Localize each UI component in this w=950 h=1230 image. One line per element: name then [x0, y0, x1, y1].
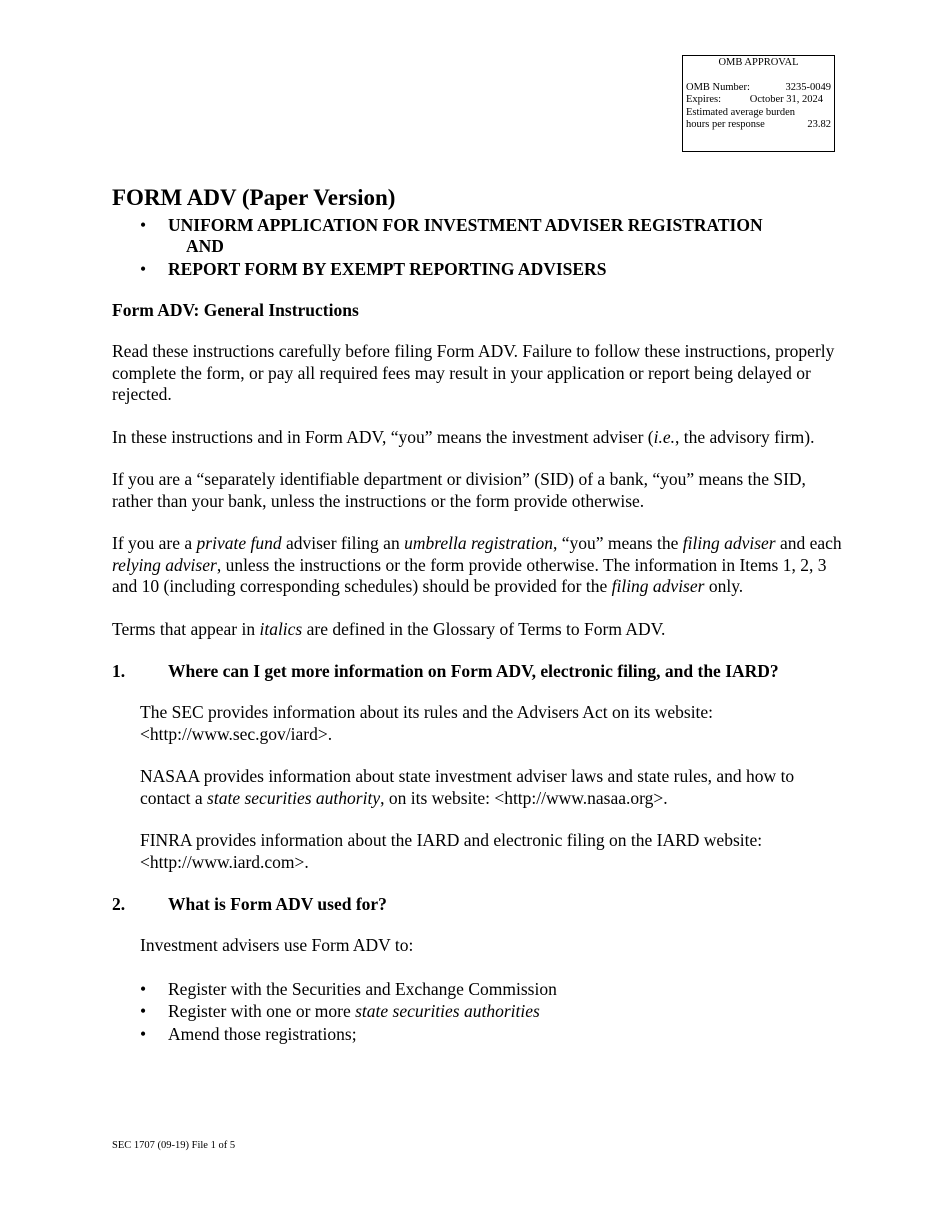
title-bullet-list: [112, 215, 842, 280]
nasaa-text-b: , on its website: <http://www.nasaa.org>.: [380, 787, 668, 808]
nasaa-italic: state securities authority: [207, 787, 381, 808]
p4-text-d: and each: [775, 533, 842, 553]
paragraph-finra-info: FINRA provides information about the IARD and electronic filing on the IARD website: <http://www.iard.com>.: [140, 830, 763, 872]
title-bullet-2: [112, 259, 842, 280]
p2-text-b: , the advisory firm).: [675, 426, 815, 447]
p4-italic-5: filing adviser: [611, 576, 705, 596]
list-item: [112, 978, 842, 1001]
paragraph-read-instructions: Read these instructions carefully before filing Form ADV. Failure to follow these instructions, properly complete the form, or pay all required fees may result in your application or report being delayed or rejected.: [112, 341, 835, 404]
omb-burden-row: [686, 119, 831, 132]
page-title: FORM ADV (Paper Version): [112, 185, 396, 210]
p4-italic-2: umbrella registration: [404, 533, 553, 553]
paragraph-you-definition: [112, 427, 842, 449]
omb-approval-box: [682, 55, 835, 152]
paragraph-uses-intro: Investment advisers use Form ADV to:: [140, 935, 414, 955]
question-2-number: 2.: [112, 894, 126, 914]
title-bullet-1-line1: UNIFORM APPLICATION FOR INVESTMENT ADVISER REGISTRATION: [168, 215, 763, 235]
p5-italic: italics: [259, 618, 303, 639]
question-1-heading: [112, 660, 842, 682]
bullet-icon: •: [140, 1023, 147, 1044]
list-item: [112, 1000, 842, 1023]
paragraph-italics-terms: [112, 619, 842, 641]
document-body: [112, 183, 842, 1045]
question-1-text: Where can I get more information on Form ADV, electronic filing, and the IARD?: [168, 661, 779, 681]
omb-expires-label: Expires:: [686, 94, 721, 105]
general-instructions-heading: Form ADV: General Instructions: [112, 300, 359, 320]
use-bullet-2-text-a: Register with one or more: [168, 1001, 356, 1021]
list-item: [112, 1023, 842, 1046]
nasaa-text-a: NASAA provides information about state investment adviser laws and state rules, and how to contact a: [140, 766, 795, 808]
omb-title: OMB APPROVAL: [718, 57, 799, 68]
omb-number-row: [686, 82, 831, 95]
omb-burden-value: 23.82: [807, 119, 831, 130]
page-footer: SEC 1707 (09-19) File 1 of 5: [112, 1140, 236, 1151]
p4-text-b: adviser filing an: [281, 533, 405, 553]
question-1-number: 1.: [112, 661, 126, 681]
p2-text-a: In these instructions and in Form ADV, “you” means the investment adviser (: [112, 426, 654, 447]
use-bullet-2-italic: state securities authorities: [355, 1001, 540, 1021]
omb-burden-line: Estimated average burden: [686, 106, 796, 118]
bullet-icon: •: [140, 215, 147, 235]
question-2-heading: [112, 893, 842, 915]
bullet-icon: •: [140, 259, 147, 279]
paragraph-nasaa-info: [112, 766, 842, 809]
p4-italic-3: filing adviser: [682, 533, 776, 553]
p4-italic-4: relying adviser: [112, 554, 217, 575]
paragraph-private-fund: [112, 533, 842, 598]
bullet-icon: •: [140, 978, 147, 999]
p4-italic-1: private fund: [196, 533, 282, 553]
omb-burden-label: hours per response: [686, 119, 765, 130]
question-2-text: What is Form ADV used for?: [168, 894, 387, 914]
title-bullet-2-line1: REPORT FORM BY EXEMPT REPORTING ADVISERS: [168, 259, 607, 279]
paragraph-sid: If you are a “separately identifiable department or division” (SID) of a bank, “you” means the SID, rather than your bank, unless the instructions or the form provide otherwise.: [112, 469, 806, 511]
uses-bullet-list: [112, 978, 842, 1046]
paragraph-sec-info: The SEC provides information about its rules and the Advisers Act on its website: <http://www.sec.gov/iard>.: [140, 702, 714, 744]
p4-text-c: , “you” means the: [553, 533, 683, 553]
omb-expires-value: October 31, 2024: [749, 94, 823, 105]
p4-text-f: only.: [704, 576, 744, 596]
omb-number-value: 3235-0049: [785, 81, 831, 93]
p4-text-e: , unless the instructions or the form provide otherwise. The information in Items 1, 2, 3 and 10 (including corresponding schedules) should be provided for the: [112, 554, 827, 596]
p5-text-b: are defined in the Glossary of Terms to Form ADV.: [302, 618, 666, 639]
title-bullet-1-line2: AND: [186, 236, 224, 256]
bullet-icon: •: [140, 1001, 147, 1021]
p2-italic: i.e.: [653, 426, 675, 447]
p5-text-a: Terms that appear in: [112, 618, 260, 639]
title-bullet-1: [112, 215, 842, 257]
omb-number-label: OMB Number:: [686, 81, 750, 93]
omb-expires-row: [686, 94, 831, 107]
p4-text-a: If you are a: [112, 533, 197, 553]
use-bullet-1-text: Register with the Securities and Exchange Commission: [168, 978, 557, 999]
use-bullet-3-text: Amend those registrations;: [168, 1023, 357, 1044]
